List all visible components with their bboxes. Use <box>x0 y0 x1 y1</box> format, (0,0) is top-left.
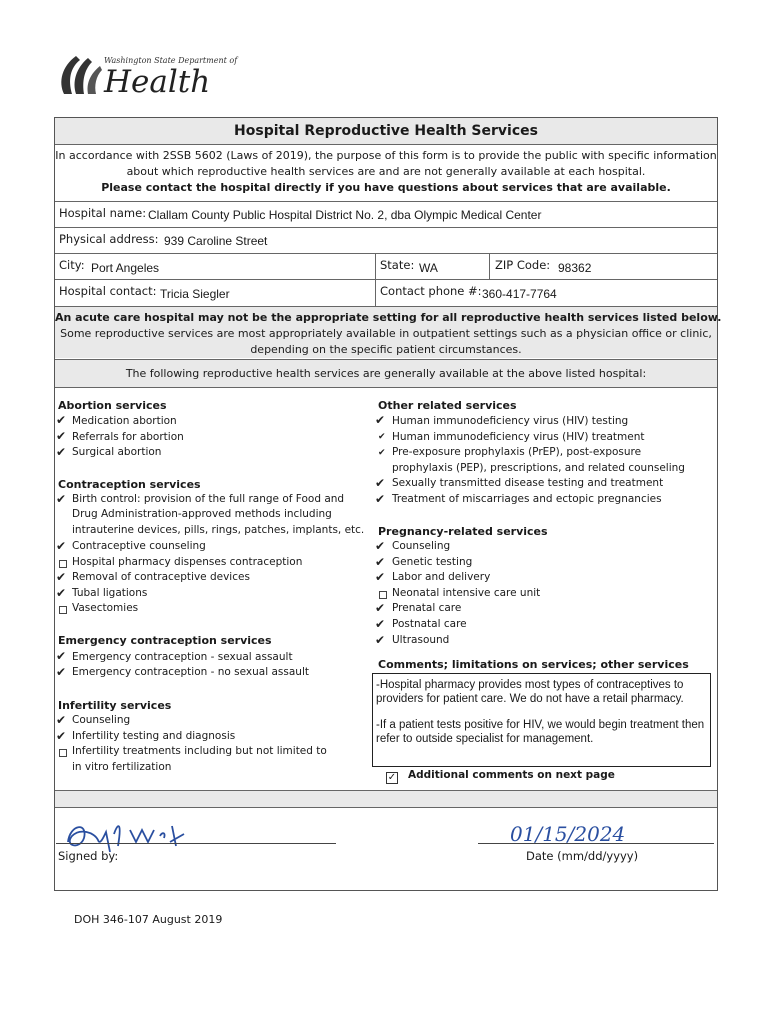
check-icon[interactable]: ✔ <box>378 448 386 458</box>
emergency-item: Emergency contraception - no sexual assault <box>72 666 309 678</box>
other-item: Human immunodeficiency virus (HIV) treatment <box>392 431 645 443</box>
date-line <box>478 843 714 844</box>
contraception-item: Vasectomies <box>72 602 139 614</box>
check-icon[interactable]: ✔ <box>56 429 67 443</box>
infertility-treatment-line-1: Infertility treatments including but not limited to <box>72 745 327 757</box>
pregnancy-item: Ultrasound <box>392 634 450 646</box>
additional-comments-label: Additional comments on next page <box>408 769 615 781</box>
other-item: Human immunodeficiency virus (HIV) testing <box>392 415 629 427</box>
check-icon[interactable]: ✔ <box>56 445 67 459</box>
birth-control-line-1: Birth control: provision of the full range of Food and <box>72 493 345 505</box>
state-label: State: <box>380 258 415 272</box>
check-icon[interactable]: ✔ <box>56 649 67 663</box>
check-icon[interactable]: ✔ <box>375 476 386 490</box>
state-value: WA <box>419 261 438 275</box>
pregnancy-item: Neonatal intensive care unit <box>392 587 541 599</box>
available-line: The following reproductive health services are generally available at the above listed hospital: <box>125 367 647 380</box>
birth-control-line-3: intrauterine devices, pills, rings, patches, implants, etc. <box>72 524 365 536</box>
check-icon[interactable]: ✔ <box>56 586 67 600</box>
infertility-item: Counseling <box>72 714 131 726</box>
abortion-item: Medication abortion <box>72 415 177 427</box>
checkbox-empty[interactable] <box>59 606 67 614</box>
abortion-item: Referrals for abortion <box>72 431 184 443</box>
other-item: Treatment of miscarriages and ectopic pregnancies <box>392 493 662 505</box>
check-icon[interactable]: ✔ <box>56 539 67 553</box>
phone-value: 360-417-7764 <box>482 287 557 301</box>
infertility-treatment-line-2: in vitro fertilization <box>72 761 172 773</box>
notice-line-1: An acute care hospital may not be the appropriate setting for all reproductive health services listed below. <box>55 311 722 324</box>
emergency-item: Emergency contraception - sexual assault <box>72 651 293 663</box>
bottom-band <box>55 791 717 807</box>
birth-control-line-2: Drug Administration-approved methods including <box>72 508 332 520</box>
hospital-name-value: Clallam County Public Hospital District No. 2, dba Olympic Medical Center <box>148 208 542 222</box>
check-icon[interactable]: ✔ <box>375 633 386 647</box>
additional-comments-checkbox[interactable]: ✓ <box>387 772 397 783</box>
address-value: 939 Caroline Street <box>164 234 268 248</box>
hospital-name-label: Hospital name: <box>59 206 147 220</box>
pregnancy-item: Postnatal care <box>392 618 467 630</box>
signed-by-label: Signed by: <box>58 849 119 863</box>
emergency-title: Emergency contraception services <box>58 634 272 647</box>
check-icon[interactable]: ✔ <box>375 601 386 615</box>
abortion-item: Surgical abortion <box>72 446 162 458</box>
checkbox-empty[interactable] <box>59 560 67 568</box>
infertility-title: Infertility services <box>58 699 172 712</box>
pregnancy-item: Counseling <box>392 540 451 552</box>
address-label: Physical address: <box>59 232 159 246</box>
check-icon[interactable]: ✔ <box>375 539 386 553</box>
contraception-item: Hospital pharmacy dispenses contraception <box>72 556 303 568</box>
other-item: Sexually transmitted disease testing and treatment <box>392 477 664 489</box>
pregnancy-title: Pregnancy-related services <box>378 525 548 538</box>
check-icon[interactable]: ✔ <box>56 570 67 584</box>
comments-box[interactable] <box>372 673 711 767</box>
abortion-title: Abortion services <box>58 399 167 412</box>
form-id: DOH 346-107 August 2019 <box>74 913 223 926</box>
checkbox-empty[interactable] <box>379 591 387 599</box>
comment-line-1: -Hospital pharmacy provides most types of contraceptives to providers for patient care. We do not have a retail pharmacy. <box>376 679 684 705</box>
city-label: City: <box>59 258 85 272</box>
notice-line-2: Some reproductive services are most appropriately available in outpatient settings such as a physician office or clinic, <box>60 327 712 340</box>
check-icon[interactable]: ✔ <box>375 492 386 506</box>
intro-line-3: Please contact the hospital directly if you have questions about services that are available. <box>101 181 671 194</box>
pregnancy-item: Genetic testing <box>392 556 473 568</box>
agency-name-small: Washington State Department of <box>104 56 238 65</box>
contact-label: Hospital contact: <box>59 284 157 298</box>
agency-name-health: Health <box>104 64 211 100</box>
contraception-item: Tubal ligations <box>72 587 148 599</box>
zip-value: 98362 <box>558 261 592 275</box>
doh-logo-icon <box>54 42 104 102</box>
check-icon[interactable]: ✔ <box>56 729 67 743</box>
contraception-item: Removal of contraceptive devices <box>72 571 250 583</box>
signature-date: 01/15/2024 <box>510 822 626 846</box>
intro-line-1: In accordance with 2SSB 5602 (Laws of 2019), the purpose of this form is to provide the public with specific information <box>55 149 717 162</box>
check-icon[interactable]: ✔ <box>375 413 386 427</box>
contact-value: Tricia Siegler <box>160 287 230 301</box>
check-icon[interactable]: ✔ <box>56 713 67 727</box>
comment-line-2: -If a patient tests positive for HIV, we would begin treatment then refer to outside specialist for management. <box>376 719 705 745</box>
check-icon[interactable]: ✔ <box>56 413 67 427</box>
check-icon[interactable]: ✔ <box>375 570 386 584</box>
phone-label: Contact phone #: <box>380 284 482 298</box>
check-icon[interactable]: ✔ <box>375 555 386 569</box>
prep-line-2: prophylaxis (PEP), prescriptions, and related counseling <box>392 462 685 474</box>
check-icon[interactable]: ✔ <box>56 492 67 506</box>
contraception-item: Contraceptive counseling <box>72 540 206 552</box>
intro-line-2: about which reproductive health services are and are not generally available at each hospital. <box>126 165 646 178</box>
notice-line-3: depending on the specific patient circumstances. <box>250 343 522 356</box>
infertility-item: Infertility testing and diagnosis <box>72 730 236 742</box>
check-icon[interactable]: ✔ <box>56 665 67 679</box>
form-title: Hospital Reproductive Health Services <box>234 123 538 139</box>
pregnancy-item: Prenatal care <box>392 602 462 614</box>
check-icon[interactable]: ✔ <box>375 617 386 631</box>
checkbox-empty[interactable] <box>59 749 67 757</box>
city-value: Port Angeles <box>91 261 160 275</box>
other-title: Other related services <box>378 399 517 412</box>
pregnancy-item: Labor and delivery <box>392 571 491 583</box>
signature-line <box>56 843 336 844</box>
zip-label: ZIP Code: <box>495 258 551 272</box>
prep-line-1: Pre-exposure prophylaxis (PrEP), post-exposure <box>392 446 642 458</box>
check-icon[interactable]: ✔ <box>378 432 386 442</box>
date-label: Date (mm/dd/yyyy) <box>526 849 639 863</box>
comments-title: Comments; limitations on services; other services <box>378 658 689 671</box>
contraception-title: Contraception services <box>58 478 201 491</box>
